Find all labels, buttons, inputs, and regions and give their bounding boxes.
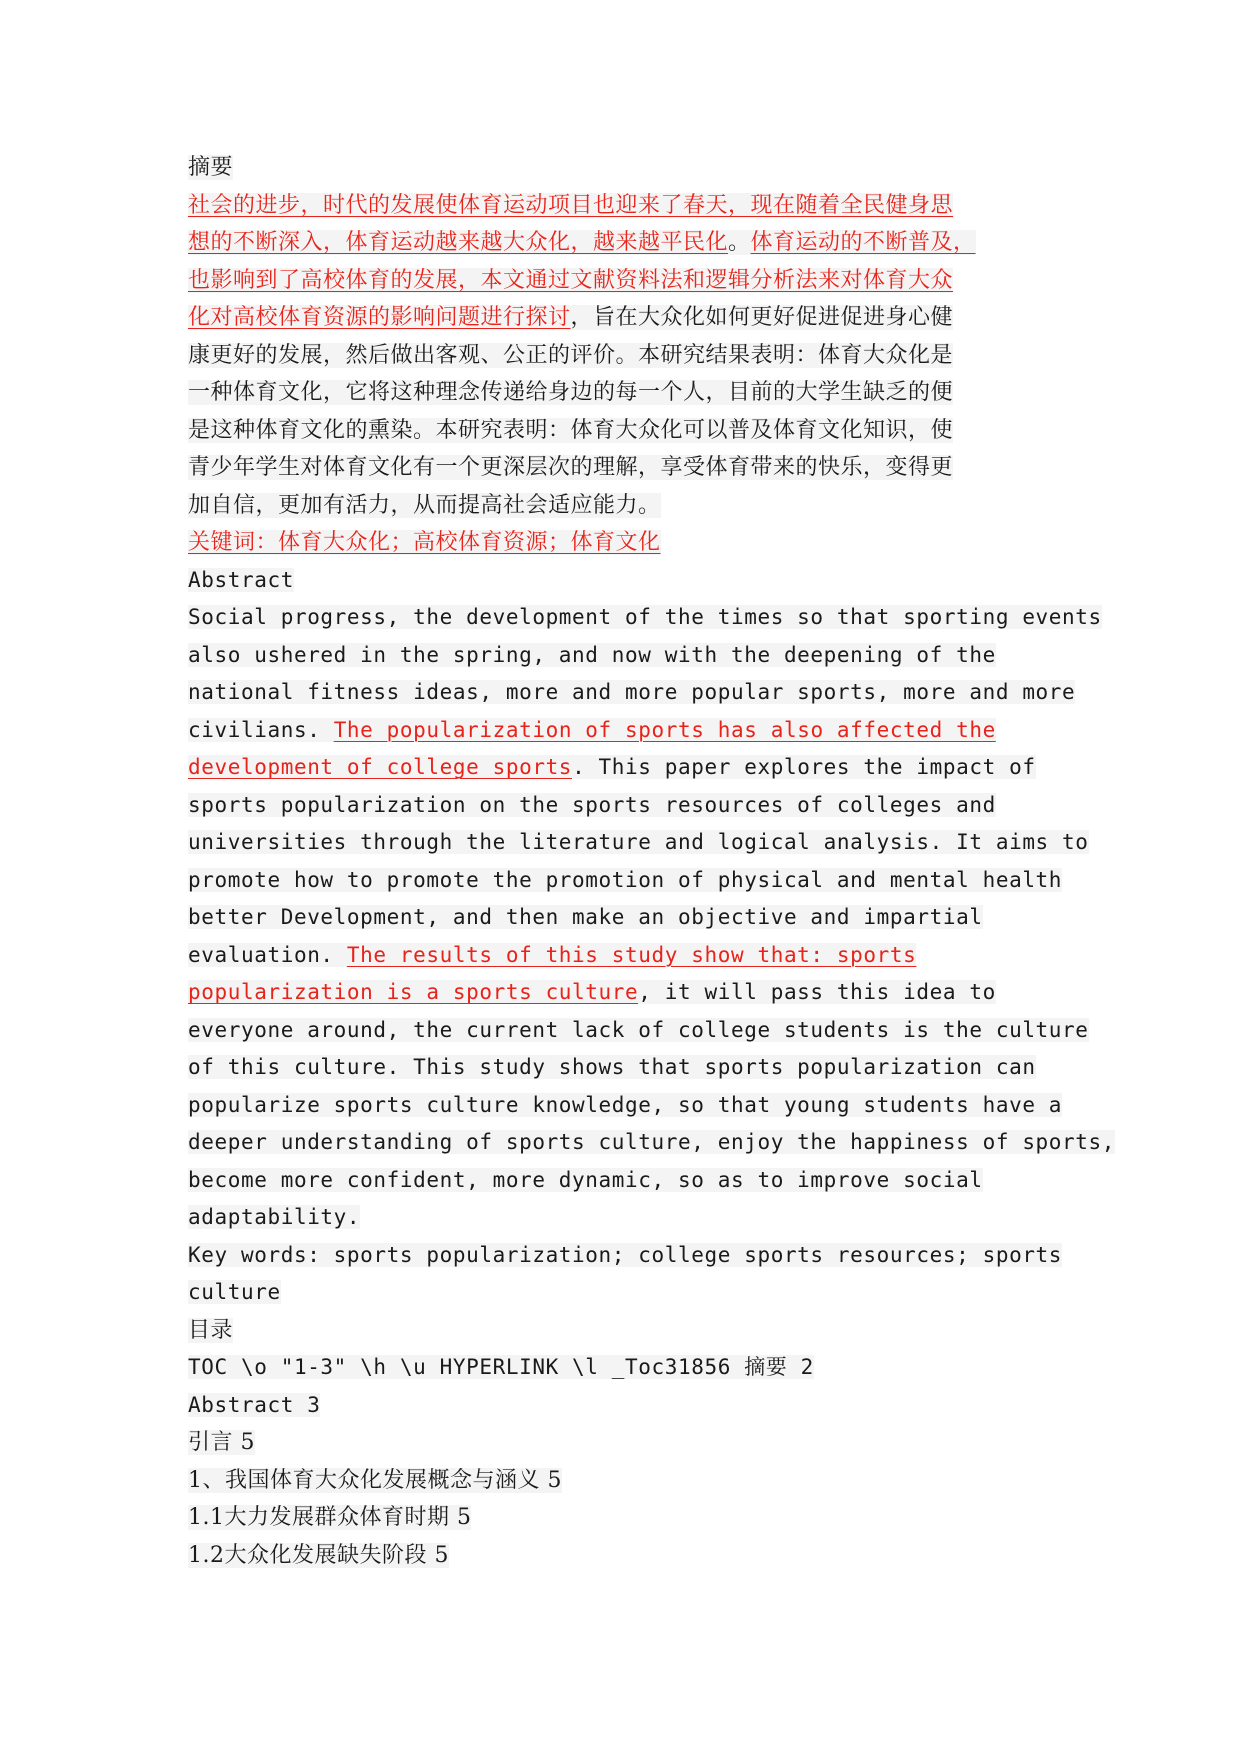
- text-line: [188, 412, 1088, 450]
- text-line: [188, 262, 1088, 300]
- text-line: [188, 337, 1088, 375]
- document-body: [188, 149, 1116, 1574]
- text-line: [188, 674, 1088, 712]
- text-segment: deeper understanding of sports culture, enjoy the happiness of sports,: [188, 1130, 1116, 1154]
- text-line: [188, 1499, 1088, 1537]
- text-segment: Key words: sports popularization; college sports resources; sports: [188, 1242, 1063, 1267]
- text-line: [188, 1012, 1088, 1050]
- text-segment: civilians.: [188, 717, 334, 742]
- text-segment: 引言 5: [188, 1430, 255, 1455]
- highlighted-text-segment: 化对高校体育资源的影响问题进行探讨: [188, 305, 571, 330]
- highlighted-text-segment: The popularization of sports has also affected the: [333, 717, 996, 742]
- text-segment: promote how to promote the promotion of physical and mental health: [188, 867, 1063, 892]
- text-segment: popularize sports culture knowledge, so that young students have a: [188, 1092, 1063, 1117]
- text-segment: 目录: [188, 1317, 234, 1343]
- text-segment: everyone around, the current lack of college students is the culture: [188, 1017, 1089, 1042]
- text-line: [188, 524, 1088, 562]
- text-segment: of this culture. This study shows that sports popularization can: [188, 1055, 1036, 1079]
- text-segment: universities through the literature and logical analysis. It aims to: [188, 830, 1089, 854]
- text-segment: Social progress, the development of the times so that sporting events: [188, 605, 1102, 629]
- text-line: [188, 787, 1088, 825]
- highlighted-text-segment: development of college sports: [188, 755, 573, 779]
- text-line: [188, 899, 1088, 937]
- text-segment: 。: [728, 230, 751, 255]
- text-line: [188, 712, 1088, 750]
- text-line: [188, 1424, 1088, 1462]
- text-line: [188, 1199, 1088, 1237]
- highlighted-text-segment: 想的不断深入，体育运动越来越大众化，越来越平民化: [188, 230, 729, 255]
- text-line: [188, 599, 1102, 637]
- text-segment: Abstract: [188, 567, 294, 592]
- text-line: [188, 224, 1088, 262]
- text-line: [188, 637, 1088, 675]
- text-segment: culture: [188, 1280, 281, 1304]
- text-line: [188, 1274, 1088, 1312]
- highlighted-text-segment: 也影响到了高校体育的发展，本文通过文献资料法和逻辑分析法来对体育大众: [188, 267, 954, 293]
- text-line: [188, 1087, 1088, 1125]
- highlighted-text-segment: 体育运动的不断普及，: [750, 230, 976, 255]
- text-line: [188, 187, 1088, 225]
- text-line: [188, 1124, 1116, 1162]
- text-segment: national fitness ideas, more and more popular sports, more and more: [188, 680, 1076, 704]
- highlighted-text-segment: The results of this study show that: sports: [346, 942, 917, 967]
- text-line: [188, 824, 1088, 862]
- text-segment: better Development, and then make an objective and impartial: [188, 905, 983, 929]
- text-line: [188, 862, 1088, 900]
- text-line: [188, 449, 1088, 487]
- text-segment: 青少年学生对体育文化有一个更深层次的理解，享受体育带来的快乐，变得更: [188, 455, 954, 480]
- text-line: [188, 1537, 1088, 1575]
- highlighted-text-segment: popularization is a sports culture: [188, 980, 639, 1004]
- text-segment: evaluation.: [188, 942, 347, 967]
- text-segment: 1、我国体育大众化发展概念与涵义 5: [188, 1467, 562, 1493]
- text-segment: adaptability.: [188, 1205, 361, 1229]
- text-segment: Abstract 3: [188, 1392, 321, 1417]
- text-segment: 康更好的发展，然后做出客观、公正的评价。本研究结果表明：体育大众化是: [188, 342, 954, 368]
- highlighted-text-segment: 关键词：体育大众化；高校体育资源；体育文化: [188, 530, 661, 555]
- text-segment: 是这种体育文化的熏染。本研究表明：体育大众化可以普及体育文化知识，使: [188, 417, 954, 443]
- text-line: [188, 749, 1088, 787]
- text-segment: sports popularization on the sports resources of colleges and: [188, 792, 996, 817]
- text-line: [188, 487, 1088, 525]
- text-segment: become more confident, more dynamic, so as to improve social: [188, 1167, 983, 1192]
- text-segment: 摘要: [188, 155, 234, 180]
- text-segment: 一种体育文化，它将这种理念传递给身边的每一个人，目前的大学生缺乏的便: [188, 380, 954, 405]
- text-line: [188, 1049, 1088, 1087]
- text-line: [188, 1237, 1088, 1275]
- text-line: [188, 1462, 1088, 1500]
- highlighted-text-segment: 社会的进步，时代的发展使体育运动项目也迎来了春天，现在随着全民健身思: [188, 192, 954, 218]
- text-line: [188, 1162, 1088, 1200]
- text-line: [188, 149, 1088, 187]
- text-segment: also ushered in the spring, and now with the deepening of the: [188, 642, 996, 667]
- text-line: [188, 1312, 1088, 1350]
- text-segment: , it will pass this idea to: [638, 980, 996, 1004]
- text-line: [188, 974, 1088, 1012]
- text-line: [188, 299, 1088, 337]
- text-segment: ，旨在大众化如何更好促进促进身心健: [570, 305, 954, 330]
- text-segment: 1.1大力发展群众体育时期 5: [188, 1505, 472, 1530]
- text-segment: TOC \o "1-3" \h \u HYPERLINK \l _Toc31856 摘要 2: [188, 1355, 814, 1379]
- text-line: [188, 937, 1088, 975]
- text-line: [188, 562, 1088, 600]
- text-segment: 1.2大众化发展缺失阶段 5: [188, 1542, 449, 1568]
- text-segment: . This paper explores the impact of: [572, 755, 1036, 779]
- text-line: [188, 1349, 1088, 1387]
- text-segment: 加自信，更加有活力，从而提高社会适应能力。: [188, 492, 661, 518]
- text-line: [188, 1387, 1088, 1425]
- text-line: [188, 374, 1088, 412]
